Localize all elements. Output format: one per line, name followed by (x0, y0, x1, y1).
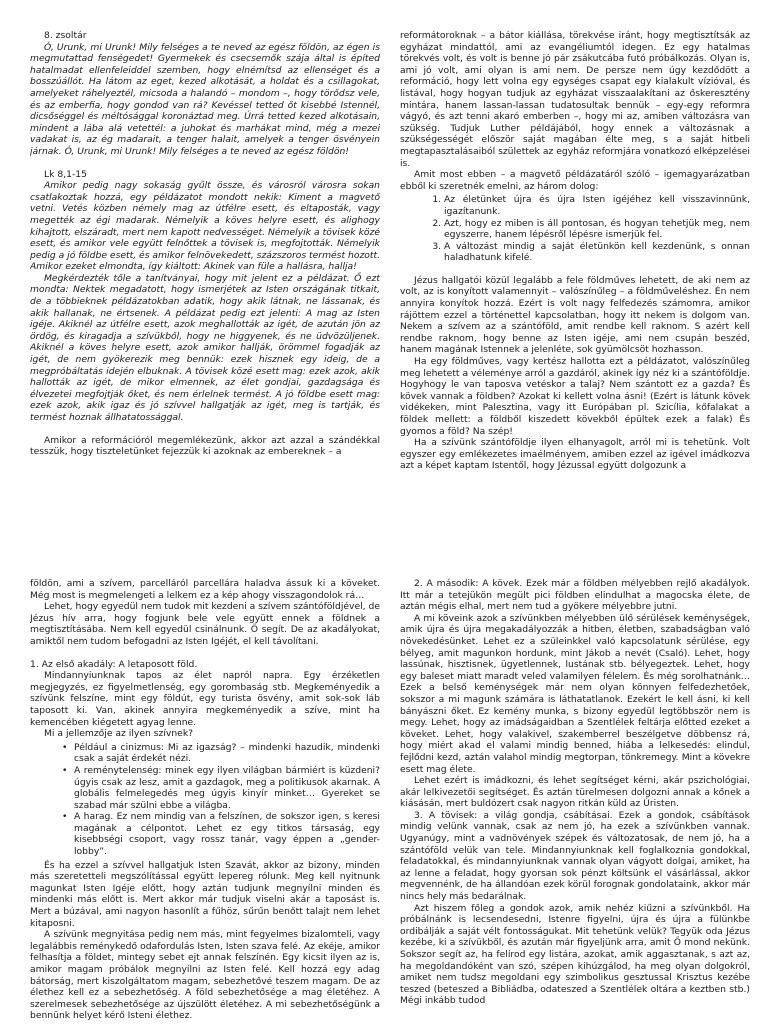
paragraph: földön, ami a szívem, parcelláról parcellára haladva ássuk ki a köveket. Még most is megmelengeti a lelkem ez a kép ahogy visszagondolok rá… (30, 578, 380, 601)
paragraph: 3. A tövisek: a világ gondja, csábításai. Ezek a gondok, csábítások mindig velünk vannak, csak az nem jó, ha ezek a szívünkben vannak. Ugyanúgy, mint a vadnövények szépek és változatosak, de nem jó, ha a szántóföld velük van tele. Mindannyiunknak kell foglalkoznia gondokkal, feladatokkal, és mindannyiunknak vannak olyan vágyott dolgai, amiket, ha az lenne a feladat, hogy gyorsan sok pénzt költsünk el vásárlással, akkor megvennénk, de ha állandóan ezek körül forognak gondolataink, akkor már nincs hely más bedarálnak. (400, 809, 750, 903)
list-item: 1. Az életünket újra és újra Isten igéjéhez kell visszavinnünk, igazítanunk. (444, 194, 750, 217)
paragraph: reformátoroknak – a bátor kiállása, törekvése iránt, hogy megtisztítsák az egyházat mindattól, ami az evangéliumtól idegen. Ez egy hatalmas törekvés volt, és volt is benne jó pár zsákutcába futó próbálkozás. Olyan is, ami jó volt, ami olyan is ami nem. De persze nem úgy kezdődött a reformáció, hogy lett volna egy egységes csapat egy kialakult vízióval, és listával, hogy hogyan tudjuk az egyházat visszaalakítani az őskeresztény mintára, hanem lassan-lassan tudatosultak bennük – egy-egy reformra vágyó, és azt tenni akaró emberben –, hogy mi az, amiben változásra van szükség. Tudjuk Luther példájából, hogy ennek a változásnak a szükségességét először saját magában élte meg, s a saját hitbeli megtapasztalásaiból születtek az egyház reformjára vonatkozó elképzelései is. (400, 30, 750, 169)
lk-text-1: Amikor pedig nagy sokaság gyűlt össze, és városról városra sokan csatlakoztak hozzá, egy példázatot mondott nekik: Kiment a magvető vetni. Vetés közben némely mag az útfélre esett, és eltaposták, vagy megették az égi madarak. Némelyik a köves helyre esett, és alighogy kihajtott, elszáradt, mert nem kapott nedvességet. Némelyik a tövisek közé esett, és amikor vele együtt felnőttek a tövisek is, megfojtották. Némelyik pedig a jó földbe esett, és amikor felnövekedett, százszoros termést hozott. Amikor ezeket elmondta, így kiáltott: Akinek van füle a hallásra, hallja! (30, 180, 380, 273)
column-top-left (30, 30, 380, 500)
question: Mi a jellemzője az ilyen szívnek? (44, 728, 194, 740)
numbered-list (400, 194, 750, 264)
paragraph: És ha ezzel a szívvel hallgatjuk Isten Szavát, akkor az bizony, minden más szeretetteli megszólítással együtt lepereg rólunk. Meg kell nyitnunk magunkat Isten Igéje előtt, hogy aztán tudjunk megnyílni minden és mindenki más előtt is. Mert akkor már tudjuk viselni akár a taposást is. Mert a búzával, ami nagyon hasonlít a fűhöz, sűrűn benőtt talajt nem lehet kitaposni. (30, 859, 380, 929)
paragraph: Azt hiszem főleg a gondok azok, amik nehéz kiűzni a szívünkből. Ha próbálnánk is lecsendesedni, Istenre figyelni, újra és újra a fülünkbe ordibálják a saját vélt fontosságukat. Mit tehetünk velük? Tegyük oda Jézus kezébe, ki a szívükből, és azután már figyeljünk arra, amit Ő mond nekünk. Sokszor segít az, ha felírod egy listára, azokat, amik aggasztanak, s azt az, ha megoldandóként van szó, szépen kihúzgálod, ha meg olyan dolgokról, amiket nem tudsz megoldani egy szimbolikus gesztussal Krisztus kezébe teszed (beteszed a Bibliádba, odateszed a Szentlélek oltára a keztben stb.) Mégi inkább tudod (400, 902, 750, 1007)
paragraph: A mi köveink azok a szívünkben mélyebben ülő sérülések keménységek, amik újra és újra megakadályozzák a hitben, életben, szabadságban való növekedésünket. Lehet ez a szüleinkkel való kapcsolatunk sérülése, egy bélyeg, amit magunkon hordunk, mint Jákob a nevét (Csaló). Lehet, hogy lassúnak, hisztisnek, ügyetlennek, lustának stb. bélyegeztek. Lehet, hogy egy baleset miatt maradt veled valamilyen félelem. És még sorolhatnánk… Ezek a belső keménységek már nem olyan könnyen felfedezhetőek, sokszor a mi magunk számára is láthatatlanok. Ezekért le kell ásni, ki kell bányászni őket. Ez kemény munka, s bizony egyedül legtöbbször nem is megy. Lehet, hogy az imádságaidban a Szentlélek feltárja előtted ezeket a köveket. Lehet, hogy valakivel, szakemberrel beszélgetve döbbensz rá, hogy miért akad el valami mindig benned, hiába a lelkesedés: elindul, fejlődni kezd, aztán valahol mindig megtorpan, tönkremegy. Mint a kövekre esett mag élete. (400, 612, 750, 775)
paragraph: Lehet, hogy egyedül nem tudok mit kezdeni a szívem szántóföldjével, de Jézus hív arra, hogy fogjunk bele vele együtt ennek a földnek a megtisztításába. Nem kell egyedül csinálnunk. Ő segít. De az akadályokat, amiktől nem tudom befogadni az Isten Igéjét, el kell távolítani. (30, 601, 380, 647)
bullet-list (30, 742, 380, 858)
list-item: • A harag. Ez nem mindig van a felszínen, de sokszor igen, s keresi magának a célpontot. Lehet ez egy titkos társaság, egy kisebbségi csoport, vagy rossz tanár, vagy éppen a „gender-lobby”. (74, 811, 380, 857)
paragraph: Amit most ebben – a magvető példázatáról szóló – igemagyarázatban ebből ki szeretnék emelni, az három dolog: (400, 169, 750, 192)
psalm-text: Ó, Urunk, mi Urunk! Mily felséges a te neved az egész földön, az égen is megmutattad fenségedet! Gyermekek és csecsemők szája által is építed hatalmadat ellenfeleiddel szemben, hogy elnémítsd az ellenséget és a bosszúállót. Ha látom az eget, kezed alkotását, a holdat és a csillagokat, amelyeket ráhelyeztél, micsoda a halandó – mondom –, hogy törődsz vele, és az emberfia, hogy gondod van rá? Kevéssel tetted őt kisebbé Istennél, dicsőséggel és méltósággal koronáztad meg. Úrrá tetted kezed alkotásain, mindent a lába alá vetettél: a juhokat és marhákat mind, még a mezei vadakat is, az ég madarait, a tenger halait, amelyek a tenger ösvényein járnak. Ó, Urunk, mi Urunk! Mily felséges a te neved az egész földön! (30, 41, 380, 157)
paragraph: Mindannyiunknak tapos az élet napról napra. Egy érzéketlen megjegyzés, ez figyelmetlenség, egy gorombaság stb. Megkeményedik a szívünk felszíne, mint egy földút, egy turista ösvény, amit sok-sok láb taposott ki. Van, akinek annyira megkeményedik a szíve, mint ha kemencében kiégetett agyag lenne. (30, 670, 380, 728)
lk-text-2: Megkérdezték tőle a tanítványai, hogy mit jelent ez a példázat. Ő ezt mondta: Nektek megadatott, hogy ismerjétek az Isten országának titkait, de a többieknek példázatokban adatik, hogy akik látnak, ne lássanak, és akik hallanak, ne értsenek. A példázat pedig ezt jelenti: A mag az Isten igéje. Akiknél az útfélre esett, azok meghallották az igét, de azután jön az ördög, és kiragadja a szívükből, hogy ne higgyenek, és ne üdvözüljenek. Akiknél a köves helyre esett, azok amikor hallják, örömmel fogadják az igét, de nem gyökerezik meg bennük: ezek hisznek egy ideig, de a megpróbáltatás idején elbuknak. A tövisek közé esett mag: ezek azok, akik hallották az igét, de mikor elmennek, az élet gondjai, gazdagsága és élvezetei megfojtják őket, és nem érlelnek termést. A jó földbe esett mag: ezek azok, akik igaz és jó szívvel hallgatják az igét, meg is tartják, és termést hoznak állhatatossággal. (30, 272, 380, 423)
column-top-right (400, 30, 750, 500)
list-item: • Például a cinizmus: Mi az igazság? – mindenki hazudik, mindenki csak a saját érdekét nézi. (74, 742, 380, 765)
paragraph: Jézus hallgatói közül legalább a fele földműves lehetett, de aki nem az volt, az is konyított valamennyit – valószínűleg – a földműveléshez. Én nem annyira konyítok hozzá. Ezért is volt nagy felfedezés számomra, amikor rájöttem ezzel a történettel kapcsolatban, hogy itt nekem is dolgom van. Nekem a szívem az a szántóföld, amit rendbe kell raknom. S azért kell rendbe raknom, hogy benne az Isten igéje, ami nem csupán beszéd, hanem magának Istennek a jelenléte, sok gyümölcsöt hozhasson. (400, 274, 750, 356)
paragraph: A szívünk megnyitása pedig nem más, mint fegyelmes bizalomteli, vagy legalábbis reménykedő odafordulás Isten, Isten szava felé. Az ekéje, amikor felhasítja a földet, mintegy sebet ejt annak felszínén. Egy kicsit ilyen az is, amikor magam próbálok megnyílni az Isten felé. Kell hozzá egy adag bátorság, mert kiszolgáltatom magam, sebezhetővé teszem magam. De az élethez kell ez a sebezhetőség. A föld sebezhetősége a mag életéhez. A szerelmesek sebezhetősége az újszülött életéhez. A mi sebezhetőségünk a bennünk helyet kérő Isteni élethez. (30, 929, 380, 1022)
paragraph: Ha a szívünk szántóföldje ilyen elhanyagolt, arról mi is tehetünk. Volt egyszer egy emlékezetes imaélményem, amiben ezzel az igével imádkozva azt a képet kaptam Istentől, hogy Jézussal együtt dolgozunk a (400, 437, 750, 472)
paragraph: Lehet ezért is imádkozni, és lehet segítséget kérni, akár pszichológiai, akár lelkivezetői segítséget. És aztán türelmesen dolgozni annak a kőnek a kiásásán, mert buldózert csak nagyon ritkán küld az Úristen. (400, 775, 750, 810)
paragraph: 2. A második: A kövek. Ezek már a földben mélyebben rejlő akadályok. Itt már a tetejükön megült pici földben elindulhat a magocska élete, de aztán mégis elhal, mert nem tud a gyökere mélyebbre jutni. (400, 578, 750, 613)
section-heading: 1. Az első akadály: A letaposott föld. (30, 658, 198, 670)
psalm-heading: 8. zsoltár (44, 30, 87, 41)
list-item: 3. A változást mindig a saját életünkön kell kezdenünk, s onnan haladhatunk kifelé. (444, 241, 750, 264)
lk-heading: Lk 8,1-15 (44, 168, 87, 180)
column-bottom-left (30, 578, 380, 1024)
column-bottom-right (400, 578, 750, 1024)
intro-text: Amikor a reformációról megemlékezünk, akkor azt azzal a szándékkal tesszük, hogy tiszteletünket fejezzük ki azoknak az embereknek – a (30, 434, 380, 458)
list-item: 2. Azt, hogy ez miben is áll pontosan, és hogyan tehetjük meg, nem egyszerre, hanem lépésről lépésre ismerjük fel. (444, 218, 750, 241)
paragraph: Ha egy földműves, vagy kertész hallotta ezt a példázatot, valószínűleg meg lehetett a véleménye arról a gazdáról, akinek így néz ki a szántóföldje. Hogyhogy le van taposva vetéskor a talaj? Nem szántott ez a gazda? És kövek vannak a földben? Azokat ki kellett volna ásni! (Ezért is látunk kövek vidékeken, mint Palesztina, vagy itt Európában pl. Szicília, kőfalakat a földek mellett: a földből kiszedett kövekből épültek ezek a falak) És gyomos a föld? Na szép! (400, 356, 750, 437)
list-item: • A reménytelenség: minek egy ilyen világban bármiért is küzdeni? úgyis csak az lesz, amit a gazdagok, meg a politikusok akarnak. A globális felmelegedés meg úgyis kinyír minket… Gyereket se szabad már szülni ebbe a világba. (74, 765, 380, 811)
